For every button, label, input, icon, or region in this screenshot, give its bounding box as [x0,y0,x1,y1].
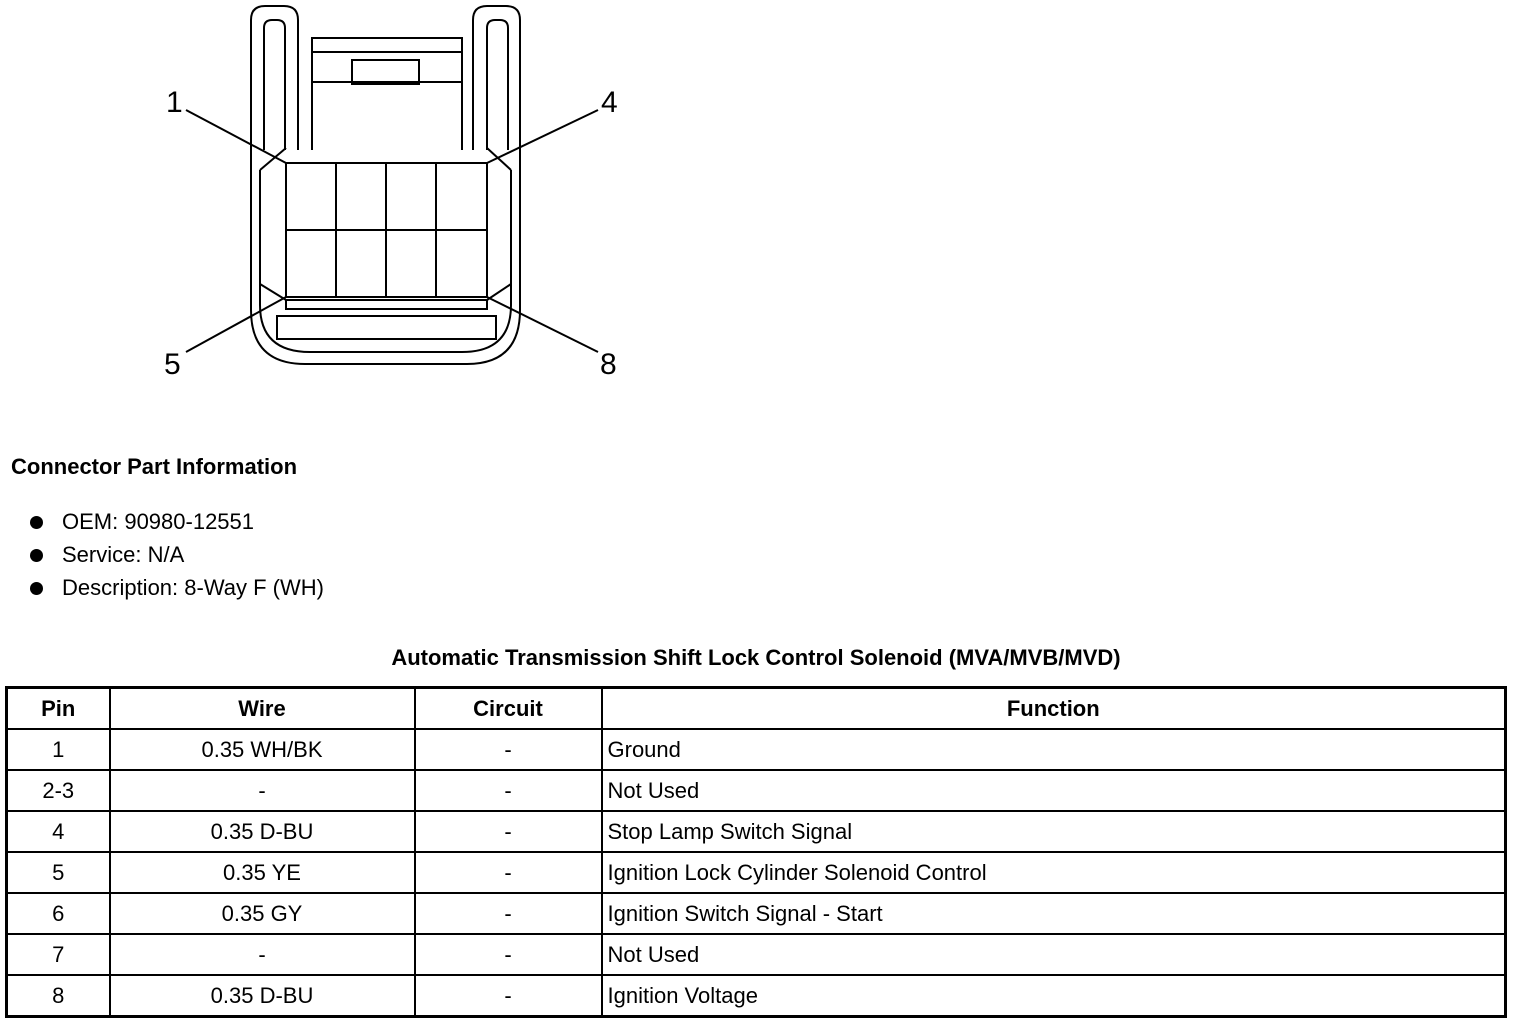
cell-function: Stop Lamp Switch Signal [602,811,1506,852]
cell-circuit: - [415,852,602,893]
left-latch [251,6,298,150]
column-header-function: Function [602,688,1506,730]
cell-circuit: - [415,975,602,1017]
lock-housing [312,38,462,150]
cell-function: Not Used [602,770,1506,811]
table-row [7,770,1506,811]
cell-pin: 7 [7,934,110,975]
column-header-pin: Pin [7,688,110,730]
part-info-item-description [28,574,324,607]
cell-wire: 0.35 D-BU [110,975,415,1017]
bottom-rail [277,300,496,339]
cell-circuit: - [415,934,602,975]
column-header-wire: Wire [110,688,415,730]
cell-circuit: - [415,811,602,852]
cell-wire: 0.35 GY [110,893,415,934]
table-row [7,852,1506,893]
bullet-icon [30,516,43,529]
cell-circuit: - [415,729,602,770]
cell-wire: - [110,934,415,975]
cell-pin: 5 [7,852,110,893]
cell-function: Ignition Switch Signal - Start [602,893,1506,934]
part-info-item-service [28,541,324,574]
table-header-row [7,688,1506,730]
bullet-icon [30,582,43,595]
pin-label-4: 4 [601,86,618,119]
table-row [7,975,1506,1017]
cell-pin: 8 [7,975,110,1017]
cell-wire: - [110,770,415,811]
part-info-text: Service: N/A [62,542,185,567]
cell-function: Not Used [602,934,1506,975]
cell-wire: 0.35 YE [110,852,415,893]
part-info-item-oem [28,508,324,541]
table-row [7,811,1506,852]
cell-wire: 0.35 D-BU [110,811,415,852]
pin-cavity-grid [286,163,487,297]
bullet-icon [30,549,43,562]
cell-pin: 4 [7,811,110,852]
cell-wire: 0.35 WH/BK [110,729,415,770]
cell-pin: 1 [7,729,110,770]
table-row [7,934,1506,975]
part-info-text: OEM: 90980-12551 [62,509,255,534]
cell-function: Ignition Lock Cylinder Solenoid Control [602,852,1506,893]
cell-function: Ground [602,729,1506,770]
connector-diagram [0,0,700,400]
cell-function: Ignition Voltage [602,975,1506,1017]
cell-pin: 2-3 [7,770,110,811]
cell-circuit: - [415,893,602,934]
part-info-text: Description: 8-Way F (WH) [62,575,324,600]
table-title: Automatic Transmission Shift Lock Control Solenoid (MVA/MVB/MVD) [391,645,1121,670]
part-info-title: Connector Part Information [11,454,298,479]
pin-label-5: 5 [164,348,181,381]
pin-label-1: 1 [166,86,183,119]
column-header-circuit: Circuit [415,688,602,730]
table-row [7,729,1506,770]
cell-circuit: - [415,770,602,811]
pinout-table [5,686,1507,1018]
table-row [7,893,1506,934]
part-info-list [28,508,324,607]
right-latch [473,6,520,150]
pin-label-8: 8 [600,348,617,381]
cell-pin: 6 [7,893,110,934]
